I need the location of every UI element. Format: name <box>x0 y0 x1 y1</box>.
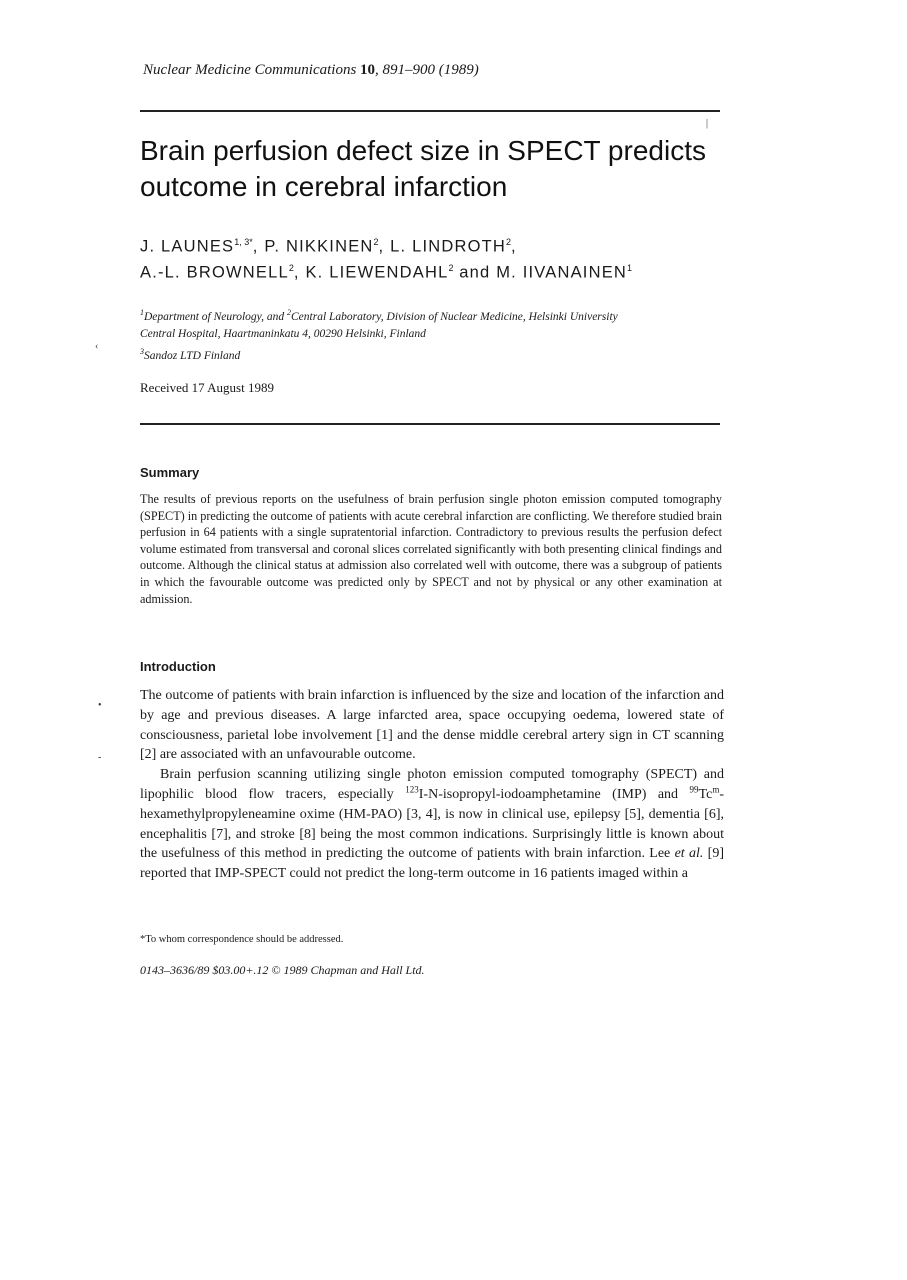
summary-text: The results of previous reports on the usefulness of brain perfusion single photon emission computed tomography (SPECT) in predicting the outcome of patients with acute cerebral infarction are conflicting. We therefore studied brain perfusion in 64 patients with a single supratentorial infarction. Contradictory to previous results the perfusion defect volume estimated from transversal and coronal slices correlated significantly with both presenting clinical findings and outcome. Although the clinical status at admission also correlated well with outcome, there was a subgroup of patients in which the favourable outcome was predicted only by SPECT and not by physical or any other examination at admission. <box>140 492 722 606</box>
journal-pages-year: , 891–900 (1989) <box>375 62 479 78</box>
top-rule <box>140 110 720 112</box>
intro-et-al: et al. <box>674 846 704 862</box>
author-line-1 <box>140 232 740 258</box>
intro-paragraph-1: The outcome of patients with brain infarction is influenced by the size and location of the infarction and by age and previous diseases. A large infarcted area, space occupying oedema, lowered state of consciousness, parietal lobe involvement [1] and the dense middle cerebral artery sign in CT scanning [2] are associated with an unfavourable outcome. <box>140 688 724 763</box>
isotope-sup: 99 <box>689 784 699 795</box>
journal-name: Nuclear Medicine Communications <box>143 62 357 78</box>
author-name: L. LINDROTH <box>390 237 507 256</box>
scan-mark: - <box>98 752 102 763</box>
author-name: P. NIKKINEN <box>264 237 374 256</box>
author-separator: , <box>293 263 306 281</box>
intro-text: Tc <box>698 786 713 802</box>
author-separator: , <box>378 237 391 256</box>
intro-paragraph-2 <box>140 765 724 884</box>
affiliation-line-1 <box>140 304 730 326</box>
author-sup: 2 <box>448 262 454 273</box>
affiliation-sup: 3 <box>140 346 144 356</box>
journal-citation <box>143 62 479 79</box>
author-name: A.-L. BROWNELL <box>140 263 289 281</box>
article-title: Brain perfusion defect size in SPECT predicts outcome in cerebral infarction <box>140 135 706 202</box>
intro-text: -hexamethylpropyleneamine oxime (HM-PAO) [3, 4], is now in clinical use, epilepsy [5], dementia [6], encephalitis [7], and stroke [8] being the most common indications. Surprisingly little is known about the usefulness of this method in predicting the outcome of patients with brain infarction. Lee <box>140 786 724 862</box>
affiliation-text: Sandoz LTD Finland <box>144 349 241 362</box>
affiliation-line-2: Central Hospital, Haartmaninkatu 4, 00290 Helsinki, Finland <box>140 327 426 340</box>
copyright-line: 0143–3636/89 $03.00+.12 © 1989 Chapman and Hall Ltd. <box>140 963 425 977</box>
author-sup: 2 <box>288 262 294 273</box>
scan-mark: | <box>706 118 709 129</box>
scan-mark: • <box>98 700 102 711</box>
affiliation-text: Central Laboratory, Division of Nuclear Medicine, Helsinki University <box>291 310 618 323</box>
affiliations <box>140 304 730 365</box>
isotope-sup: 123 <box>405 784 419 795</box>
author-list <box>140 232 740 283</box>
affiliation-text: Department of Neurology, and <box>144 310 287 323</box>
bottom-rule <box>140 423 720 425</box>
author-separator: , <box>252 237 265 256</box>
summary-heading: Summary <box>140 465 200 480</box>
author-sup: 2 <box>373 237 379 247</box>
affiliation-line-3 <box>140 343 730 365</box>
introduction-heading: Introduction <box>140 659 216 674</box>
author-name: M. IIVANAINEN <box>496 263 628 281</box>
author-sup: 1 <box>627 262 633 273</box>
introduction-text <box>140 686 724 884</box>
author-line-2 <box>140 258 740 284</box>
author-name: K. LIEWENDAHL <box>305 263 449 281</box>
received-date: Received 17 August 1989 <box>140 380 274 395</box>
journal-volume: 10 <box>360 62 376 78</box>
correspondence-footnote: *To whom correspondence should be addressed. <box>140 934 344 945</box>
scan-mark: ‹ <box>95 341 99 352</box>
author-sup: 2 <box>506 237 512 247</box>
author-sup: 1, 3* <box>234 237 253 247</box>
author-name: J. LAUNES <box>140 237 235 256</box>
affiliation-sup: 2 <box>287 308 291 317</box>
author-separator: , <box>511 237 517 256</box>
intro-text: [9] reported that IMP-SPECT could not predict the long-term outcome in 16 patients imaged within a <box>140 846 724 882</box>
intro-text: Brain perfusion scanning utilizing single photon emission computed tomography (SPECT) and lipophilic blood flow tracers, especially <box>140 767 724 802</box>
affiliation-sup: 1 <box>140 308 144 317</box>
isotope-sup: m <box>712 784 720 795</box>
intro-text: I-N-isopropyl-iodoamphetamine (IMP) and <box>418 786 690 802</box>
author-separator: and <box>453 263 497 281</box>
